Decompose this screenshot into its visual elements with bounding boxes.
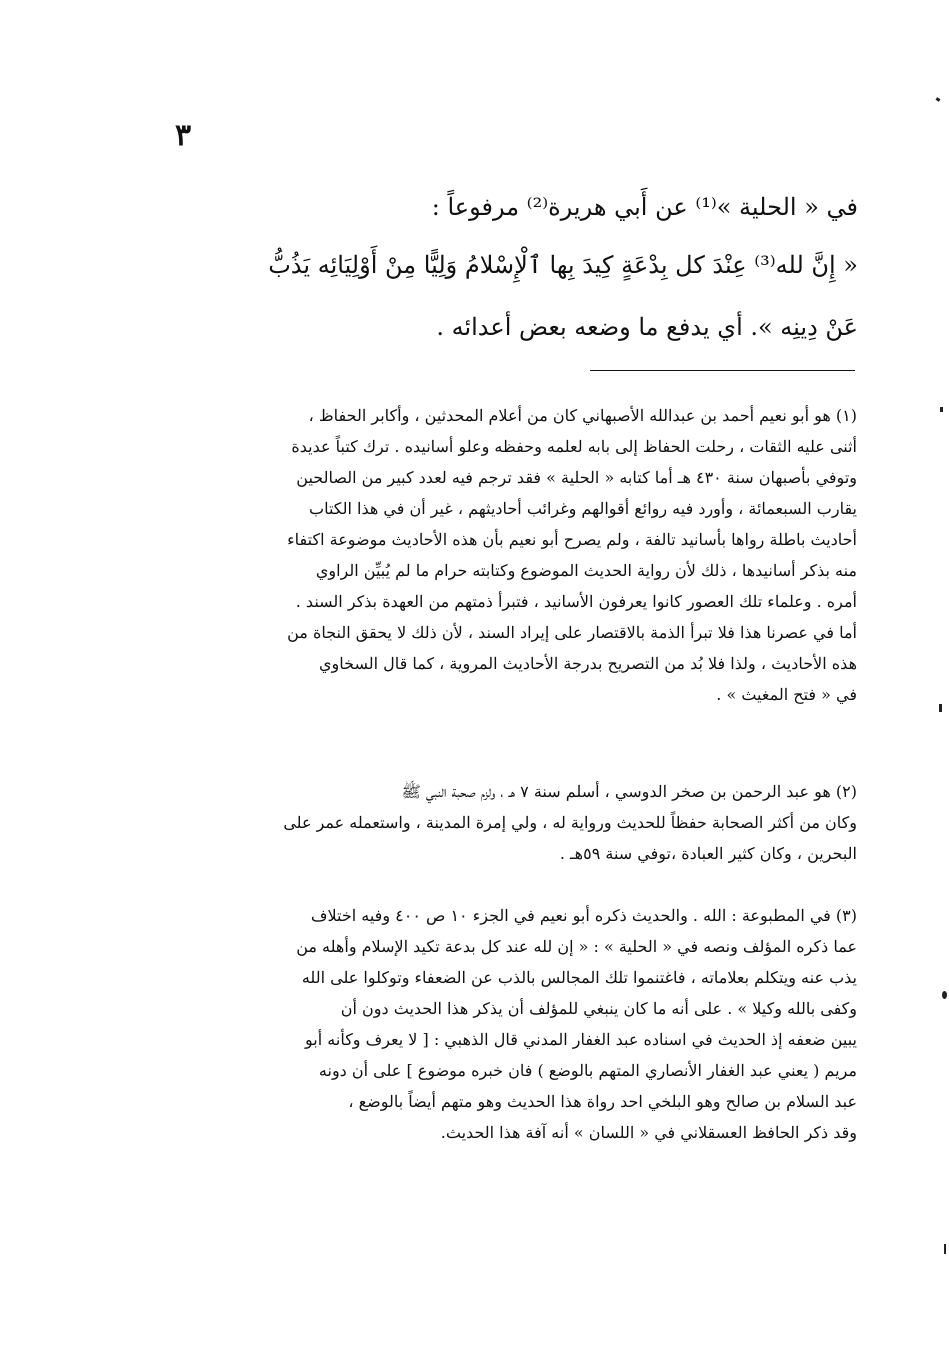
footnote-line: أمره . وعلماء تلك العصور كانوا يعرفون الأسانيد ، فتبرأ ذمتهم من العهدة بذكر السند .	[295, 592, 857, 611]
footnote-line: في « فتح المغيث » .	[716, 685, 857, 704]
main-text-line-2: « إِنَّ لله⁽³⁾ عِنْدَ كل بِدْعَةٍ كِيدَ بِها ٱلْإِسْلامُ وَلِيًّا مِنْ أَوْلِيَائِه يَذُبُّ	[268, 251, 858, 279]
footnote-line: مريم ( يعني عبد الغفار الأنصاري المتهم بالوضع ) فان خبره موضوع ] على أن دونه	[318, 1061, 857, 1080]
scan-mark	[936, 97, 941, 102]
footnote-line: هذه الأحاديث ، ولذا فلا بُد من التصريح بدرجة الأحاديث المروية ، كما قال السخاوي	[318, 654, 857, 673]
footnote-line: وقد ذكر الحافظ العسقلاني في « اللسان » أنه آفة هذا الحديث.	[440, 1123, 857, 1142]
main-text-line-1: في « الحلية »⁽¹⁾ عن أَبي هريرة⁽²⁾ مرفوعاً :	[431, 193, 858, 221]
footnote-line: منه بذكر أسانيدها ، ذلك لأن رواية الحديث الموضوع وكتابته حرام ما لم يُبيِّن الراوي	[315, 561, 857, 580]
footnote-line: أحاديث باطلة رواها بأسانيد تالفة ، ولم يصرح أبو نعيم بأن هذه الأحاديث موضوعة اكتفاء	[287, 530, 857, 549]
footnote-line: يقارب السبعمائة ، وأورد فيه روائع أقوالهم وغرائب أحاديثهم ، غير أن في هذا الكتاب	[309, 499, 857, 518]
footnote-line: أثنى عليه الثقات ، رحلت الحفاظ إلى بابه لعلمه وحفظه وعلو أسانيده . ترك كتباً عديدة	[291, 437, 857, 456]
footnote-line: (٣) في المطبوعة : الله . والحديث ذكره أبو نعيم في الجزء ١٠ ص ٤٠٠ وفيه اختلاف	[310, 906, 857, 925]
scan-mark	[940, 407, 943, 412]
footnote-1	[185, 400, 857, 710]
main-text-line-3: عَنْ دِينِه ». أي يدفع ما وضعه بعض أعدائه .	[436, 313, 858, 341]
footnote-line: عبد السلام بن صالح وهو البلخي احد رواة هذا الحديث وهو متهم أيضاً بالوضع ،	[348, 1092, 857, 1111]
footnote-line: يذب عنه ويتكلم بعلاماته ، فاغتنموا تلك المجالس بالذب عن الضعفاء وتوكلوا على الله	[301, 968, 857, 987]
scan-mark	[942, 991, 947, 999]
scan-mark	[944, 1244, 946, 1254]
footnote-separator	[590, 370, 855, 371]
footnote-2	[185, 776, 857, 869]
footnote-line: أما في عصرنا هذا فلا تبرأ الذمة بالاقتصار على إيراد السند ، لأن ذلك لا يحقق النجاة من	[287, 623, 857, 642]
footnote-line: (١) هو أبو نعيم أحمد بن عبدالله الأصبهاني كان من أعلام المحدثين ، وأكابر الحفاظ ،	[308, 406, 857, 425]
footnote-line: يبين ضعفه إذ الحديث في اسناده عبد الغفار المدني قال الذهبي : [ لا يعرف وكأنه أبو	[305, 1030, 857, 1049]
footnote-line: وتوفي بأصبهان سنة ٤٣٠ هـ أما كتابه « الحلية » فقد ترجم فيه لعدد كبير من الصالحين	[296, 468, 857, 487]
footnote-line: (٢) هو عبد الرحمن بن صخر الدوسي ، أسلم سنة ٧ هـ ، ولزم صحبة النبي ﷺ	[401, 782, 857, 801]
footnote-line: وكان من أكثر الصحابة حفظاً للحديث ورواية له ، ولي إمرة المدينة ، واستعمله عمر على	[283, 813, 857, 832]
page-number: ٣	[175, 118, 192, 153]
footnote-line: وكفى بالله وكيلا » . على أنه ما كان ينبغي للمؤلف أن يذكر هذا الحديث دون أن	[340, 999, 857, 1018]
scan-mark	[939, 704, 942, 712]
footnote-line: البحرين ، وكان كثير العبادة ،توفي سنة ٥٩هـ .	[559, 844, 857, 863]
footnote-line: عما ذكره المؤلف ونصه في « الحلية » : « إن لله عند كل بدعة تكيد الإسلام وأهله من	[296, 937, 857, 956]
footnote-3	[185, 900, 857, 1148]
